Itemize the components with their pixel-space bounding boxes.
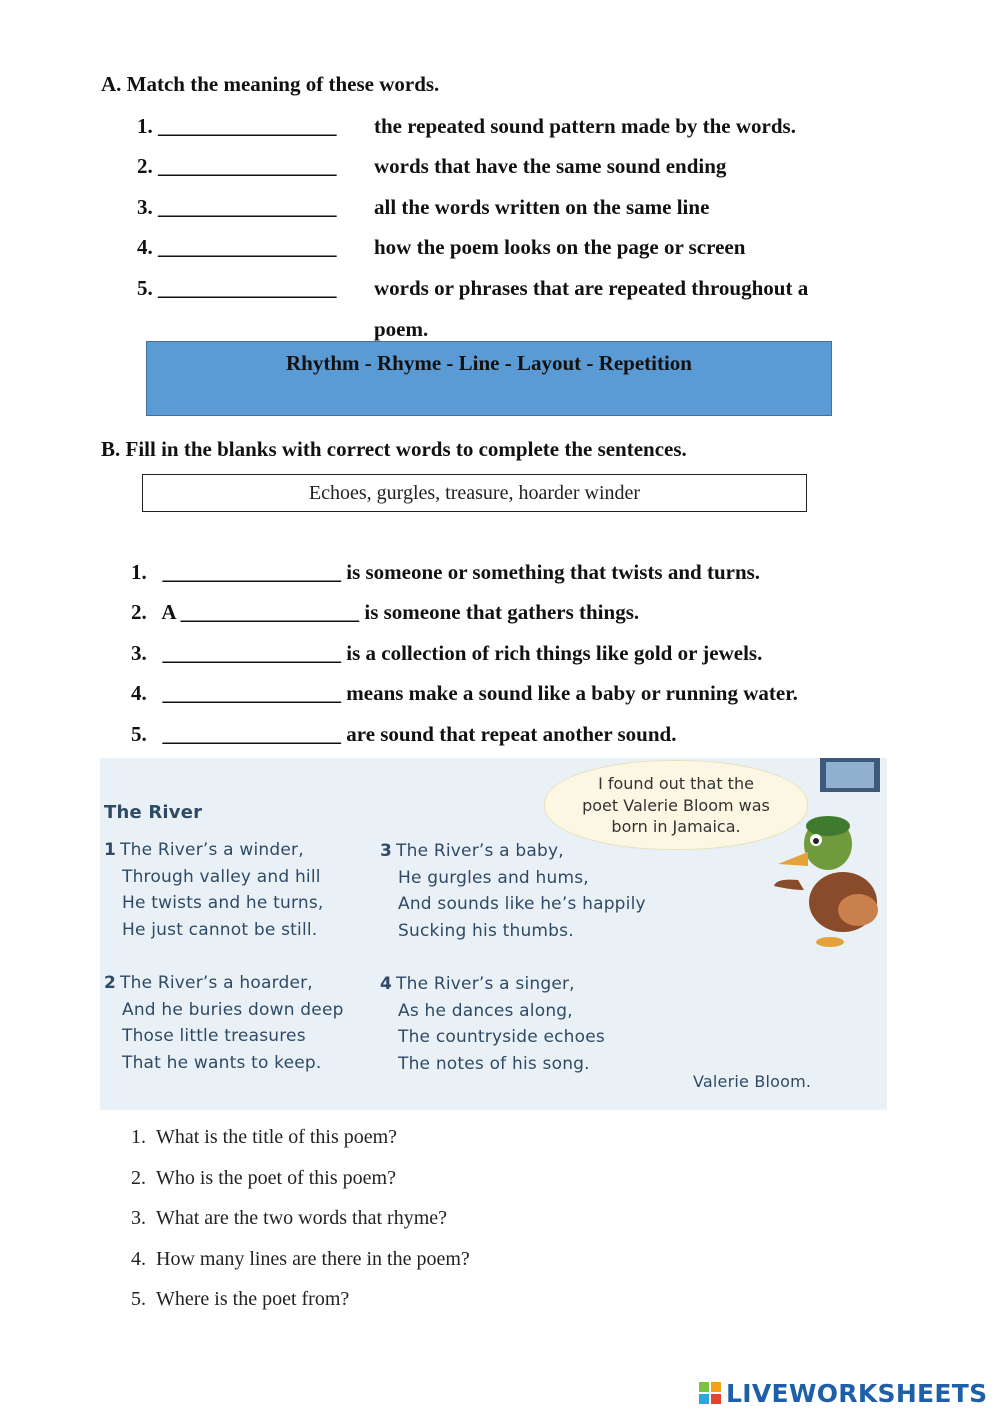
liveworksheets-logo	[698, 1379, 987, 1408]
match-blank[interactable]: _________________	[158, 154, 337, 178]
match-row-1	[137, 114, 337, 139]
fill-text: are sound that repeat another sound.	[346, 722, 677, 746]
section-a-heading: A. Match the meaning of these words.	[101, 72, 440, 96]
question-number: 5.	[131, 1288, 146, 1310]
photo-corner	[800, 758, 887, 798]
match-blank[interactable]: _________________	[158, 235, 337, 259]
stanza-1-line-4: He just cannot be still.	[122, 920, 318, 940]
question-1	[131, 1126, 397, 1149]
speech-bubble	[544, 760, 808, 850]
match-row-2	[137, 154, 337, 179]
match-definition-5-continued: poem.	[374, 317, 429, 341]
match-blank[interactable]: _________________	[158, 276, 337, 300]
fill-text: is a collection of rich things like gold or jewels.	[346, 641, 763, 665]
stanza-number: 2	[104, 973, 117, 993]
word-bank-b	[142, 474, 807, 512]
question-text: Who is the poet of this poem?	[156, 1167, 396, 1189]
stanza-2-line-4: That he wants to keep.	[122, 1053, 322, 1073]
fill-row-4	[131, 681, 798, 706]
question-number: 3.	[131, 1207, 146, 1229]
fill-blank[interactable]: _________________	[180, 600, 360, 624]
question-text: What is the title of this poem?	[156, 1126, 398, 1148]
stanza-2-line-3: Those little treasures	[122, 1026, 306, 1046]
match-blank[interactable]: _________________	[158, 114, 337, 138]
word-bank-a-text: Rhythm - Rhyme - Line - Layout - Repetition	[286, 351, 692, 375]
match-definition-3: all the words written on the same line	[374, 195, 710, 219]
fill-row-3	[131, 641, 762, 666]
bubble-line-3: born in Jamaica.	[611, 817, 741, 836]
match-number: 1.	[137, 114, 153, 138]
fill-row-5	[131, 722, 676, 747]
stanza-1-line-2: Through valley and hill	[122, 867, 321, 887]
fill-number: 5.	[131, 722, 147, 746]
fill-number: 4.	[131, 681, 147, 705]
stanza-2-line-1	[104, 973, 313, 993]
match-definition-2: words that have the same sound ending	[374, 154, 727, 178]
poem-author: Valerie Bloom.	[693, 1072, 812, 1091]
bubble-line-2: poet Valerie Bloom was	[582, 796, 770, 815]
poem-line: The River’s a hoarder,	[120, 973, 313, 993]
fill-text: is someone or something that twists and turns.	[346, 560, 761, 584]
question-text: What are the two words that rhyme?	[156, 1207, 448, 1229]
match-row-3	[137, 195, 337, 220]
logo-grid-icon	[698, 1381, 722, 1405]
match-definition-5: words or phrases that are repeated throughout a	[374, 276, 809, 300]
question-5	[131, 1288, 349, 1311]
stanza-number: 3	[380, 841, 393, 861]
match-number: 2.	[137, 154, 153, 178]
poem-line: The River’s a baby,	[396, 841, 564, 861]
fill-number: 3.	[131, 641, 147, 665]
fill-row-2	[131, 600, 639, 625]
question-number: 2.	[131, 1167, 146, 1189]
match-blank[interactable]: _________________	[158, 195, 337, 219]
stanza-4-line-3: The countryside echoes	[398, 1027, 605, 1047]
stanza-1-line-1	[104, 840, 304, 860]
fill-blank[interactable]: _________________	[162, 560, 341, 584]
fill-text: means make a sound like a baby or running water.	[346, 681, 798, 705]
poem-title: The River	[104, 802, 203, 823]
stanza-1-line-3: He twists and he turns,	[122, 893, 324, 913]
fill-blank[interactable]: _________________	[162, 641, 341, 665]
stanza-3-line-2: He gurgles and hums,	[398, 868, 589, 888]
match-definition-4: how the poem looks on the page or screen	[374, 235, 746, 259]
fill-blank[interactable]: _________________	[162, 681, 341, 705]
stanza-number: 1	[104, 840, 117, 860]
fill-row-1	[131, 560, 760, 585]
stanza-4-line-2: As he dances along,	[398, 1001, 573, 1021]
match-number: 3.	[137, 195, 153, 219]
word-bank-b-text: Echoes, gurgles, treasure, hoarder winder	[308, 482, 641, 504]
question-2	[131, 1167, 396, 1190]
match-definition-1: the repeated sound pattern made by the words.	[374, 114, 796, 138]
match-number: 4.	[137, 235, 153, 259]
fill-number: 2.	[131, 600, 147, 624]
stanza-2-line-2: And he buries down deep	[122, 1000, 344, 1020]
question-4	[131, 1248, 470, 1271]
fill-number: 1.	[131, 560, 147, 584]
fill-blank[interactable]: _________________	[162, 722, 341, 746]
fill-prefix: A	[161, 600, 176, 624]
stanza-3-line-1	[380, 841, 564, 861]
match-row-4	[137, 235, 337, 260]
stanza-number: 4	[380, 974, 393, 994]
match-number: 5.	[137, 276, 153, 300]
question-text: How many lines are there in the poem?	[156, 1248, 470, 1270]
poem-line: The River’s a winder,	[120, 840, 304, 860]
bubble-line-1: I found out that the	[598, 774, 754, 793]
word-bank-a	[146, 341, 832, 416]
stanza-3-line-4: Sucking his thumbs.	[398, 921, 574, 941]
match-row-5	[137, 276, 337, 301]
question-text: Where is the poet from?	[156, 1288, 350, 1310]
stanza-4-line-4: The notes of his song.	[398, 1054, 590, 1074]
poem-line: The River’s a singer,	[396, 974, 575, 994]
logo-text: LIVEWORKSHEETS	[726, 1379, 988, 1408]
question-3	[131, 1207, 447, 1230]
section-b-heading: B. Fill in the blanks with correct words to complete the sentences.	[101, 437, 687, 461]
stanza-4-line-1	[380, 974, 575, 994]
stanza-3-line-3: And sounds like he’s happily	[398, 894, 646, 914]
fill-text: is someone that gathers things.	[364, 600, 640, 624]
question-number: 1.	[131, 1126, 146, 1148]
question-number: 4.	[131, 1248, 146, 1270]
